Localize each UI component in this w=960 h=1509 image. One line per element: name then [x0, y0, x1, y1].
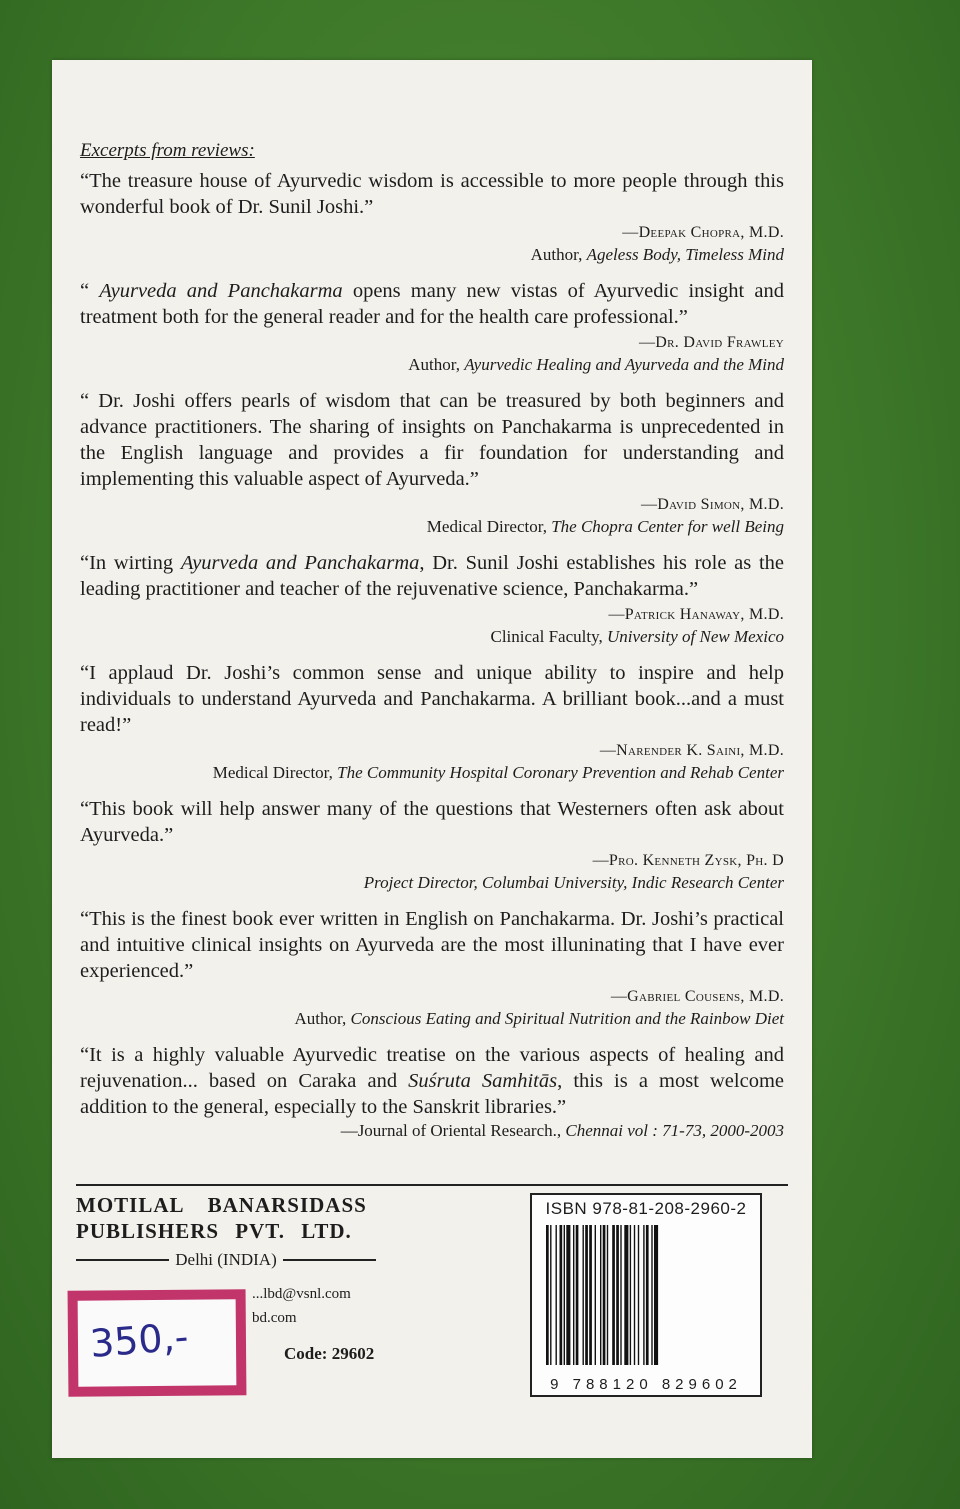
review-quote-part: “It is a highly valuable Ayurvedic treatise on the various aspects of healing and rejuvenation... based on Caraka and — [80, 1044, 784, 1092]
review-quote — [80, 278, 784, 330]
barcode-bar — [607, 1225, 608, 1365]
review-author — [80, 222, 784, 244]
barcode-bar — [634, 1225, 635, 1365]
review-author-role — [80, 516, 784, 538]
review-quote — [80, 550, 784, 602]
barcode-bar — [612, 1225, 615, 1365]
barcode-bar — [573, 1225, 574, 1365]
review-role-part: The Chopra Center for well Being — [551, 517, 784, 536]
barcode-bar — [600, 1225, 601, 1365]
review-author — [80, 332, 784, 354]
publisher-line-1: MOTILAL BANARSIDASS — [76, 1193, 367, 1217]
review-author-role — [80, 626, 784, 648]
review-author-role — [80, 1120, 784, 1142]
isbn-digits: 9 788120 829602 — [550, 1376, 742, 1393]
review-author — [80, 740, 784, 762]
city-label: Delhi (INDIA) — [175, 1250, 277, 1269]
review-quote-part: Suśruta Samhitās — [408, 1070, 558, 1092]
review-quote — [80, 660, 784, 738]
review-role-part: Medical Director, — [212, 763, 338, 782]
price-handwritten: 350,- — [88, 1314, 190, 1366]
barcode-bar — [616, 1225, 619, 1365]
barcode-bar — [589, 1225, 592, 1365]
barcode-bar — [560, 1225, 563, 1365]
review-role-part: University of New Mexico — [606, 627, 784, 646]
review-quote — [80, 388, 784, 492]
barcode-bar — [638, 1225, 639, 1365]
price-sticker — [68, 1289, 247, 1397]
review-author — [80, 986, 784, 1008]
review-author-role — [80, 354, 784, 376]
barcode-bar — [603, 1225, 606, 1365]
barcode-bar — [546, 1225, 549, 1365]
review-author-name: —Patrick Hanaway, M.D. — [608, 606, 784, 623]
review-author-name: —Gabriel Cousens, M.D. — [610, 988, 784, 1005]
review-quote-part: opens many new vistas of Ayurvedic insight and treatment both for the general reader and for the health care professional.” — [80, 280, 784, 328]
review-quote — [80, 168, 784, 220]
barcode-bar — [595, 1225, 596, 1365]
review-quote — [80, 1042, 784, 1120]
review-quote-part: “I applaud Dr. Joshi’s common sense and unique ability to inspire and help individuals to understand Ayurveda and Panchakarma. A brilliant book...and a must read!” — [80, 662, 784, 736]
review-quote-part: Ayurveda and Panchakarma — [180, 552, 420, 574]
publisher-name — [76, 1192, 406, 1244]
review-author — [80, 850, 784, 872]
review-quote — [80, 796, 784, 848]
isbn-barcode — [530, 1193, 762, 1397]
review-role-part: Conscious Eating and Spiritual Nutrition and the Rainbow Diet — [350, 1009, 784, 1028]
city-rule-right — [283, 1259, 376, 1261]
review-quote-part: Ayurveda and Panchakarma — [99, 280, 343, 302]
reviews-section — [80, 140, 784, 1154]
review-quote-part: “The treasure house of Ayurvedic wisdom is accessible to more people through this wonderful book of Dr. Sunil Joshi.” — [80, 170, 784, 218]
review-author-role — [80, 872, 784, 894]
barcode-bar — [576, 1225, 579, 1365]
publisher-line-2: PUBLISHERS PVT. LTD. — [76, 1219, 352, 1243]
review-quote-part: “This is the finest book ever written in English on Panchakarma. Dr. Joshi’s practical and intuitive clinical insights on Ayurveda are the most illuninating that I have ever experienced.” — [80, 908, 784, 982]
review-role-part: Project Director, Columbai University, Indic Research Center — [363, 873, 784, 892]
review-author-role — [80, 762, 784, 784]
barcode-bar — [550, 1225, 551, 1365]
barcode-bar — [620, 1225, 621, 1365]
review-quote-part: “In wirting — [80, 552, 181, 574]
review-author-name: —Narender K. Saini, M.D. — [599, 742, 784, 759]
review-author-name: —David Simon, M.D. — [640, 496, 784, 513]
review-role-part: Author, — [408, 355, 465, 374]
barcode-bar — [646, 1225, 649, 1365]
barcode-bar — [630, 1225, 631, 1365]
review-role-part: Ageless Body, Timeless Mind — [586, 245, 784, 264]
price-sticker-inner — [78, 1299, 237, 1386]
review-quote-part: , Dr. Sunil Joshi establishes his role as the leading practitioner and teacher of the rejuvenative science, Panchakarma.” — [80, 552, 784, 600]
review-author-name: —Pro. Kenneth Zysk, Ph. D — [592, 852, 784, 869]
barcode-bar — [654, 1225, 658, 1365]
city-rule-left — [76, 1259, 169, 1261]
review-quote-part: “ — [80, 280, 100, 302]
barcode-bar — [583, 1225, 584, 1365]
review-author-role — [80, 244, 784, 266]
review-role-part: Author, — [530, 245, 587, 264]
review-author-name: —Dr. David Frawley — [639, 334, 784, 351]
barcode-bars — [544, 1225, 750, 1365]
publisher-website: bd.com — [252, 1310, 297, 1326]
publisher-email: ...lbd@vsnl.com — [252, 1286, 351, 1302]
review-quote-part: , this is a most welcome addition to the general, especially to the Sanskrit libraries.” — [80, 1070, 784, 1118]
review-role-part: Medical Director, — [426, 517, 552, 536]
book-code: Code: 29602 — [284, 1344, 375, 1363]
publisher-city — [76, 1250, 376, 1270]
barcode-bar — [651, 1225, 652, 1365]
barcode-bar — [585, 1225, 588, 1365]
barcode-bar — [564, 1225, 565, 1365]
review-author — [80, 494, 784, 516]
review-quote-part: “This book will help answer many of the questions that Westerners often ask about Ayurveda.” — [80, 798, 784, 846]
reviews-heading: Excerpts from reviews: — [80, 140, 255, 161]
barcode-bar — [566, 1225, 570, 1365]
section-divider — [76, 1184, 788, 1186]
review-role-part: Chennai vol : 71-73, 2000-2003 — [565, 1121, 784, 1140]
reviews-panel — [52, 60, 812, 1458]
barcode-bar — [643, 1225, 644, 1365]
review-author-role — [80, 1008, 784, 1030]
review-role-part: —Journal of Oriental Research., — [340, 1121, 566, 1140]
review-quote — [80, 906, 784, 984]
review-role-part: Ayurvedic Healing and Ayurveda and the Mind — [464, 355, 784, 374]
barcode-bar — [624, 1225, 628, 1365]
review-role-part: The Community Hospital Coronary Prevention and Rehab Center — [337, 763, 784, 782]
review-quote-part: “ Dr. Joshi offers pearls of wisdom that can be treasured by both beginners and advance practitioners. The sharing of insights on Panchakarma is unprecedented in the English language and provides a fir foundation for understanding and implementing this valuable aspect of Ayurveda.” — [80, 390, 784, 490]
review-role-part: Author, — [294, 1009, 351, 1028]
review-list — [80, 168, 784, 1142]
review-role-part: Clinical Faculty, — [490, 627, 607, 646]
review-author — [80, 604, 784, 626]
isbn-label: ISBN 978-81-208-2960-2 — [545, 1199, 747, 1218]
barcode-bar — [556, 1225, 557, 1365]
review-author-name: —Deepak Chopra, M.D. — [622, 224, 784, 241]
